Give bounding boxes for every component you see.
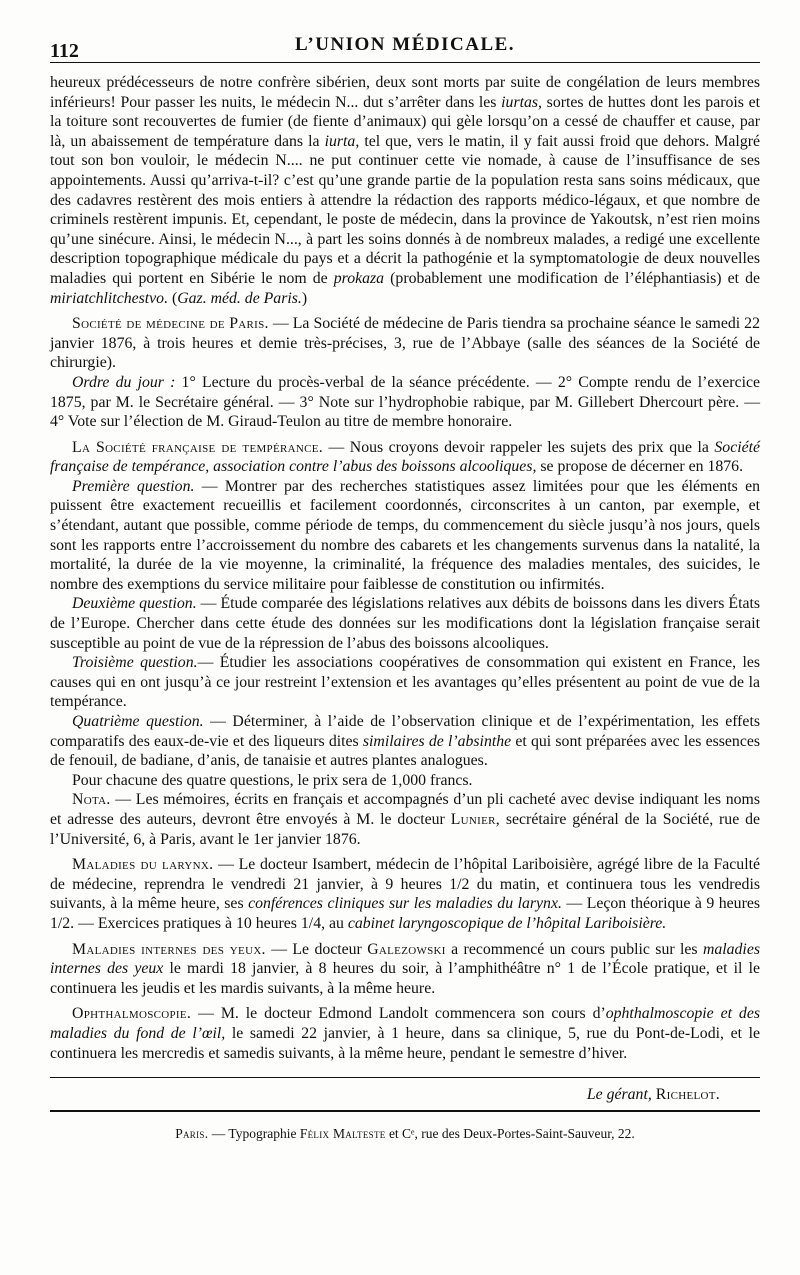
- footer-rule: [50, 1110, 760, 1112]
- text: secrétaire général de la Société, rue de l’Université, 6, à Paris, avant le 1er janvier 1876.: [50, 810, 760, 848]
- article-body: [50, 73, 760, 1063]
- section-heading: Maladies internes des yeux.: [72, 940, 266, 958]
- signature-label: Le gérant,: [586, 1086, 652, 1104]
- text: ): [301, 289, 308, 307]
- text: — Nous croyons devoir rappeler les sujets des prix que la: [323, 438, 715, 456]
- italic-text: Deuxième question.: [72, 595, 197, 613]
- name-small-caps: Lunier,: [450, 810, 500, 828]
- signature-name: Richelot.: [655, 1086, 720, 1104]
- text: le mardi 18 janvier, à 8 heures du soir, à l’amphithéâtre n° 1 de l’École pratique, et il le continuera les jeudis et les mardis suivants, à la même heure.: [50, 960, 761, 997]
- signature-rule: [50, 1077, 760, 1078]
- text: (probablement une modification de l’éléphantiasis) et de: [384, 269, 760, 287]
- text: — Les mémoires, écrits en français et accompagnés d’un pli cacheté avec devise indiquant les noms et adresse des auteurs, devront être envoyés à M. le docteur: [50, 791, 760, 828]
- signature: [50, 1086, 760, 1104]
- paragraph-troisieme-question: [50, 653, 760, 712]
- imprint-printer: Félix Malteste: [299, 1126, 386, 1142]
- italic-text: maladies internes des yeux: [50, 940, 760, 978]
- text: sortes de huttes dont les parois et la toiture sont recouvertes de fumier (de fiente d’animaux) qui gèle lorsqu’on a cessé de chauffer et cause, par là, un abaissement de température dans la: [50, 93, 760, 150]
- italic-text: Gaz. méd. de Paris.: [177, 289, 302, 307]
- text: — Leçon théorique à 9 heures 1/2. — Exercices pratiques à 10 heures 1/4, au: [50, 895, 760, 932]
- paragraph-societe-temperance: [50, 438, 760, 477]
- text: et qui sont préparées avec les essences de fenouil, de badiane, d’anis, de tanaisie et autres plantes analogues.: [50, 732, 760, 770]
- text: 1° Lecture du procès-verbal de la séance précédente. — 2° Compte rendu de l’exercice 1875, par M. le Secrétaire général. — 3° Note sur l’hydrophobie rabique, par M. Gillebert Dhercourt père. — 4° Vote sur l’élection de M. Giraud-Teulon au titre de membre honoraire.: [50, 373, 760, 431]
- section-heading: Ophthalmoscopie.: [72, 1005, 192, 1023]
- section-heading: La Société française de tempérance.: [72, 438, 324, 456]
- italic-text: similaires de l’absinthe: [362, 732, 512, 750]
- running-head: [50, 28, 760, 63]
- paragraph-ordre-du-jour: [50, 373, 760, 432]
- paragraph-prix: [50, 771, 760, 791]
- text: le samedi 22 janvier, à 1 heure, dans sa clinique, 5, rue du Pont-de-Lodi, et le continuera les mercredis et samedis suivants, à la même heure, pendant le semestre d’hiver.: [50, 1024, 760, 1062]
- printer-imprint: [50, 1126, 760, 1142]
- paragraph-siberian-doctor: [50, 73, 760, 308]
- paragraph-maladies-larynx: [50, 855, 760, 933]
- italic-text: iurta,: [324, 132, 360, 150]
- italic-text: cabinet laryngoscopique de l’hôpital Lariboisière.: [347, 914, 667, 932]
- text: Pour chacune des quatre questions, le prix sera de 1,000 francs.: [72, 771, 473, 789]
- italic-text: Ordre du jour :: [72, 373, 176, 391]
- italic-text: Troisième question.: [72, 654, 198, 672]
- paragraph-nota: [50, 790, 760, 849]
- text: — La Société de médecine de Paris tiendra sa prochaine séance le samedi 22 janvier 1876, à trois heures et demie très-précises, 3, rue de l’Abbaye (salle des séances de la Société de chirurgie).: [50, 315, 760, 372]
- text: (: [168, 289, 178, 307]
- italic-text: Quatrième question.: [72, 713, 204, 730]
- text: — Le docteur Isambert, médecin de l’hôpital Lariboisière, agrégé libre de la Faculté de médecine, reprendra le vendredi 21 janvier, à 9 heures 1/2 du matin, et continuera tous les vendredis suivants, à la même heure, ses: [50, 856, 760, 913]
- paragraph-deuxieme-question: [50, 594, 760, 653]
- italic-text: miriatchlitchestvo.: [50, 289, 169, 307]
- text: heureux prédécesseurs de notre confrère sibérien, deux sont morts par suite de congélation de leurs membres inférieurs! Pour passer les nuits, le médecin N... dut s’arrêter dans les: [50, 74, 760, 111]
- text: — Déterminer, à l’aide de l’observation clinique et de l’expérimentation, les effets comparatifs des eaux-de-vie et des liqueurs dites: [50, 713, 760, 750]
- text: — Étude comparée des législations relatives aux débits de boissons dans les divers États de l’Europe. Chercher dans cette étude des données sur les modifications dont la législation française serait susceptible au point de vue de la répression de l’abus des boissons alcooliques.: [50, 595, 761, 652]
- text: et Cᵉ, rue des Deux-Portes-Saint-Sauveur, 22.: [385, 1126, 635, 1142]
- text: — Étudier les associations coopératives de consommation qui existent en France, les causes qui en ont jusqu’à ce jour restreint l’extension et les avantages qu’elles présentent au point de vue de la tempérance.: [50, 654, 760, 711]
- text: — Le docteur: [265, 940, 368, 958]
- text: se propose de décerner en 1876.: [536, 458, 744, 476]
- section-heading: Maladies du larynx.: [72, 856, 214, 874]
- paragraph-premiere-question: [50, 477, 760, 595]
- paragraph-maladies-yeux: [50, 940, 760, 999]
- italic-text: Société française de tempérance, association contre l’abus des boissons alcooliques,: [50, 438, 760, 476]
- text: — M. le docteur Edmond Landolt commencera son cours d’: [191, 1005, 606, 1023]
- paragraph-ophthalmoscopie: [50, 1004, 760, 1063]
- text: — Montrer par des recherches statistiques assez limitées pour que les éléments en puissent être exactement recueillis et facilement coordonnés, circonscrites à un canton, par exemple, et s’étendant, autant que possible, comme période de temps, du commencement du siècle jusqu’à nos jours, quels sont les rapports entre l’accroissement du nombre des cabarets et les changements survenus dans la natalité, la mortalité, la durée de la vie moyenne, la criminalité, la fréquence des maladies mentales, des suicides, le nombre des exemptions du service militaire pour faiblesse de constitution ou infirmités.: [50, 477, 760, 593]
- italic-text: conférences cliniques sur les maladies du larynx.: [248, 895, 562, 913]
- name-small-caps: Galezowski: [367, 940, 446, 958]
- text: — Typographie: [208, 1126, 300, 1142]
- italic-text: iurtas,: [501, 93, 542, 111]
- italic-text: prokaza: [333, 269, 385, 287]
- journal-title: L’UNION MÉDICALE.: [294, 34, 516, 55]
- paragraph-societe-medecine: [50, 314, 760, 373]
- section-heading: Nota.: [72, 791, 111, 809]
- text: a recommencé un cours public sur les: [445, 940, 703, 958]
- italic-text: ophthalmoscopie et des maladies du fond de l’œil,: [50, 1005, 760, 1042]
- text: tel que, vers le matin, il y fait aussi froid que dehors. Malgré tout son bon vouloir, le médecin N.... ne put continuer cette vie nomade, à cause de l’insuffisance de ses appointements. Aussi qu’arriva-t-il? c’est qu’une grande partie de la population resta sans soins médicaux, que des cadavres restèrent des mois entiers à attendre la rédaction des rapports médico-légaux, et que nombre de criminels restèrent impunis. Et, cependant, le poste de médecin, dans la province de Yakoutsk, n’est rien moins qu’une sinécure. Ainsi, le médecin N..., à part les soins donnés à de nombreux malades, a redigé une excellente description topographique médicale du pays et a décrit la pathogénie et la symptomatologie de deux nouvelles maladies qui portent en Sibérie le nom de: [50, 132, 760, 287]
- italic-text: Première question.: [72, 477, 195, 495]
- paragraph-quatrieme-question: [50, 712, 760, 771]
- page-number: 112: [50, 40, 79, 62]
- imprint-city: Paris.: [175, 1126, 209, 1142]
- section-heading: Société de médecine de Paris.: [72, 315, 269, 333]
